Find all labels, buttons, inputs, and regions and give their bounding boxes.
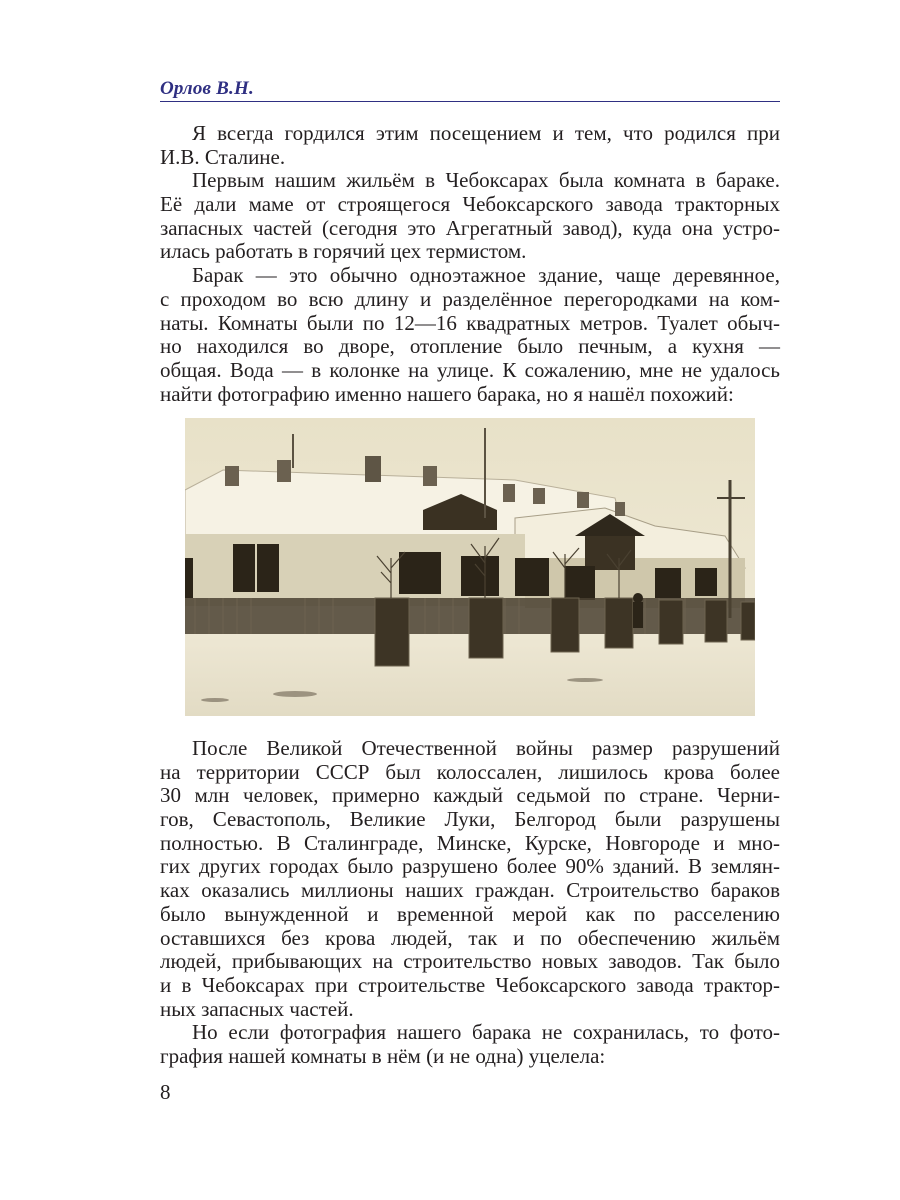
text-line: ных запасных частей. <box>160 996 354 1021</box>
text-line: илась работать в горячий цех термистом. <box>160 239 527 264</box>
text-line: гих других городах было разрушено более 90% зданий. В землян- <box>160 854 780 879</box>
text-line: на территории СССР был колоссален, лишилось крова более <box>160 759 780 784</box>
text-line: После Великой Отечественной войны размер разрушений <box>192 736 780 760</box>
text-line: оставшихся без крова людей, так и по обеспечению жильём <box>160 925 780 950</box>
text-line: было вынужденной и временной мерой как по расселению <box>160 901 780 926</box>
text-line: Но если фотография нашего барака не сохранилась, то фото- <box>192 1020 780 1045</box>
text-line: графия нашей комнаты в нём (и не одна) уцелела: <box>160 1043 606 1068</box>
text-line: И.В. Сталине. <box>160 144 286 169</box>
text-line: людей, прибывающих на строительство новых заводов. Так было <box>160 949 780 974</box>
text-line: но находился во дворе, отопление было печным, а кухня — <box>160 334 780 359</box>
text-line: Я всегда гордился этим посещением и тем, что родился при <box>192 121 780 145</box>
paragraph-after-war <box>160 737 780 1021</box>
paragraph-first-home <box>160 169 780 264</box>
paragraph-barrack-description <box>160 264 780 406</box>
page-number: 8 <box>160 1080 171 1104</box>
text-line: ках оказались миллионы наших граждан. Строительство бараков <box>160 878 780 903</box>
text-block-bottom <box>160 737 780 1069</box>
barrack-photo <box>185 418 755 716</box>
text-line: Её дали маме от строящегося Чебоксарского завода тракторных <box>160 192 780 217</box>
text-line: гов, Севастополь, Великие Луки, Белгород были разрушены <box>160 807 780 832</box>
running-header <box>160 78 780 102</box>
text-line: запасных частей (сегодня это Агрегатный завод), куда она устро- <box>160 215 780 240</box>
text-line: общая. Вода — в колонке на улице. К сожалению, мне не удалось <box>160 357 780 382</box>
text-line: Первым нашим жильём в Чебоксарах была комната в бараке. <box>192 168 780 193</box>
paragraph-room-photo <box>160 1021 780 1068</box>
text-line: полностью. В Сталинграде, Минске, Курске, Новгороде и мно- <box>160 830 780 855</box>
paragraph-stalin-visit <box>160 122 780 169</box>
text-line: 30 млн человек, примерно каждый седьмой по стране. Черни- <box>160 783 780 808</box>
text-line: и в Чебоксарах при строительстве Чебоксарского завода трактор- <box>160 972 780 997</box>
text-line: найти фотографию именно нашего барака, но я нашёл похожий: <box>160 381 734 406</box>
barrack-photo-image <box>185 418 755 716</box>
text-block-top <box>160 122 780 406</box>
text-line: с проходом во всю длину и разделённое перегородками на ком- <box>160 286 780 311</box>
header-rule <box>160 101 780 102</box>
text-line: наты. Комнаты были по 12—16 квадратных метров. Туалет обыч- <box>160 310 780 335</box>
author-name: Орлов В.Н. <box>160 78 254 99</box>
text-line: Барак — это обычно одноэтажное здание, чаще деревянное, <box>192 263 780 288</box>
